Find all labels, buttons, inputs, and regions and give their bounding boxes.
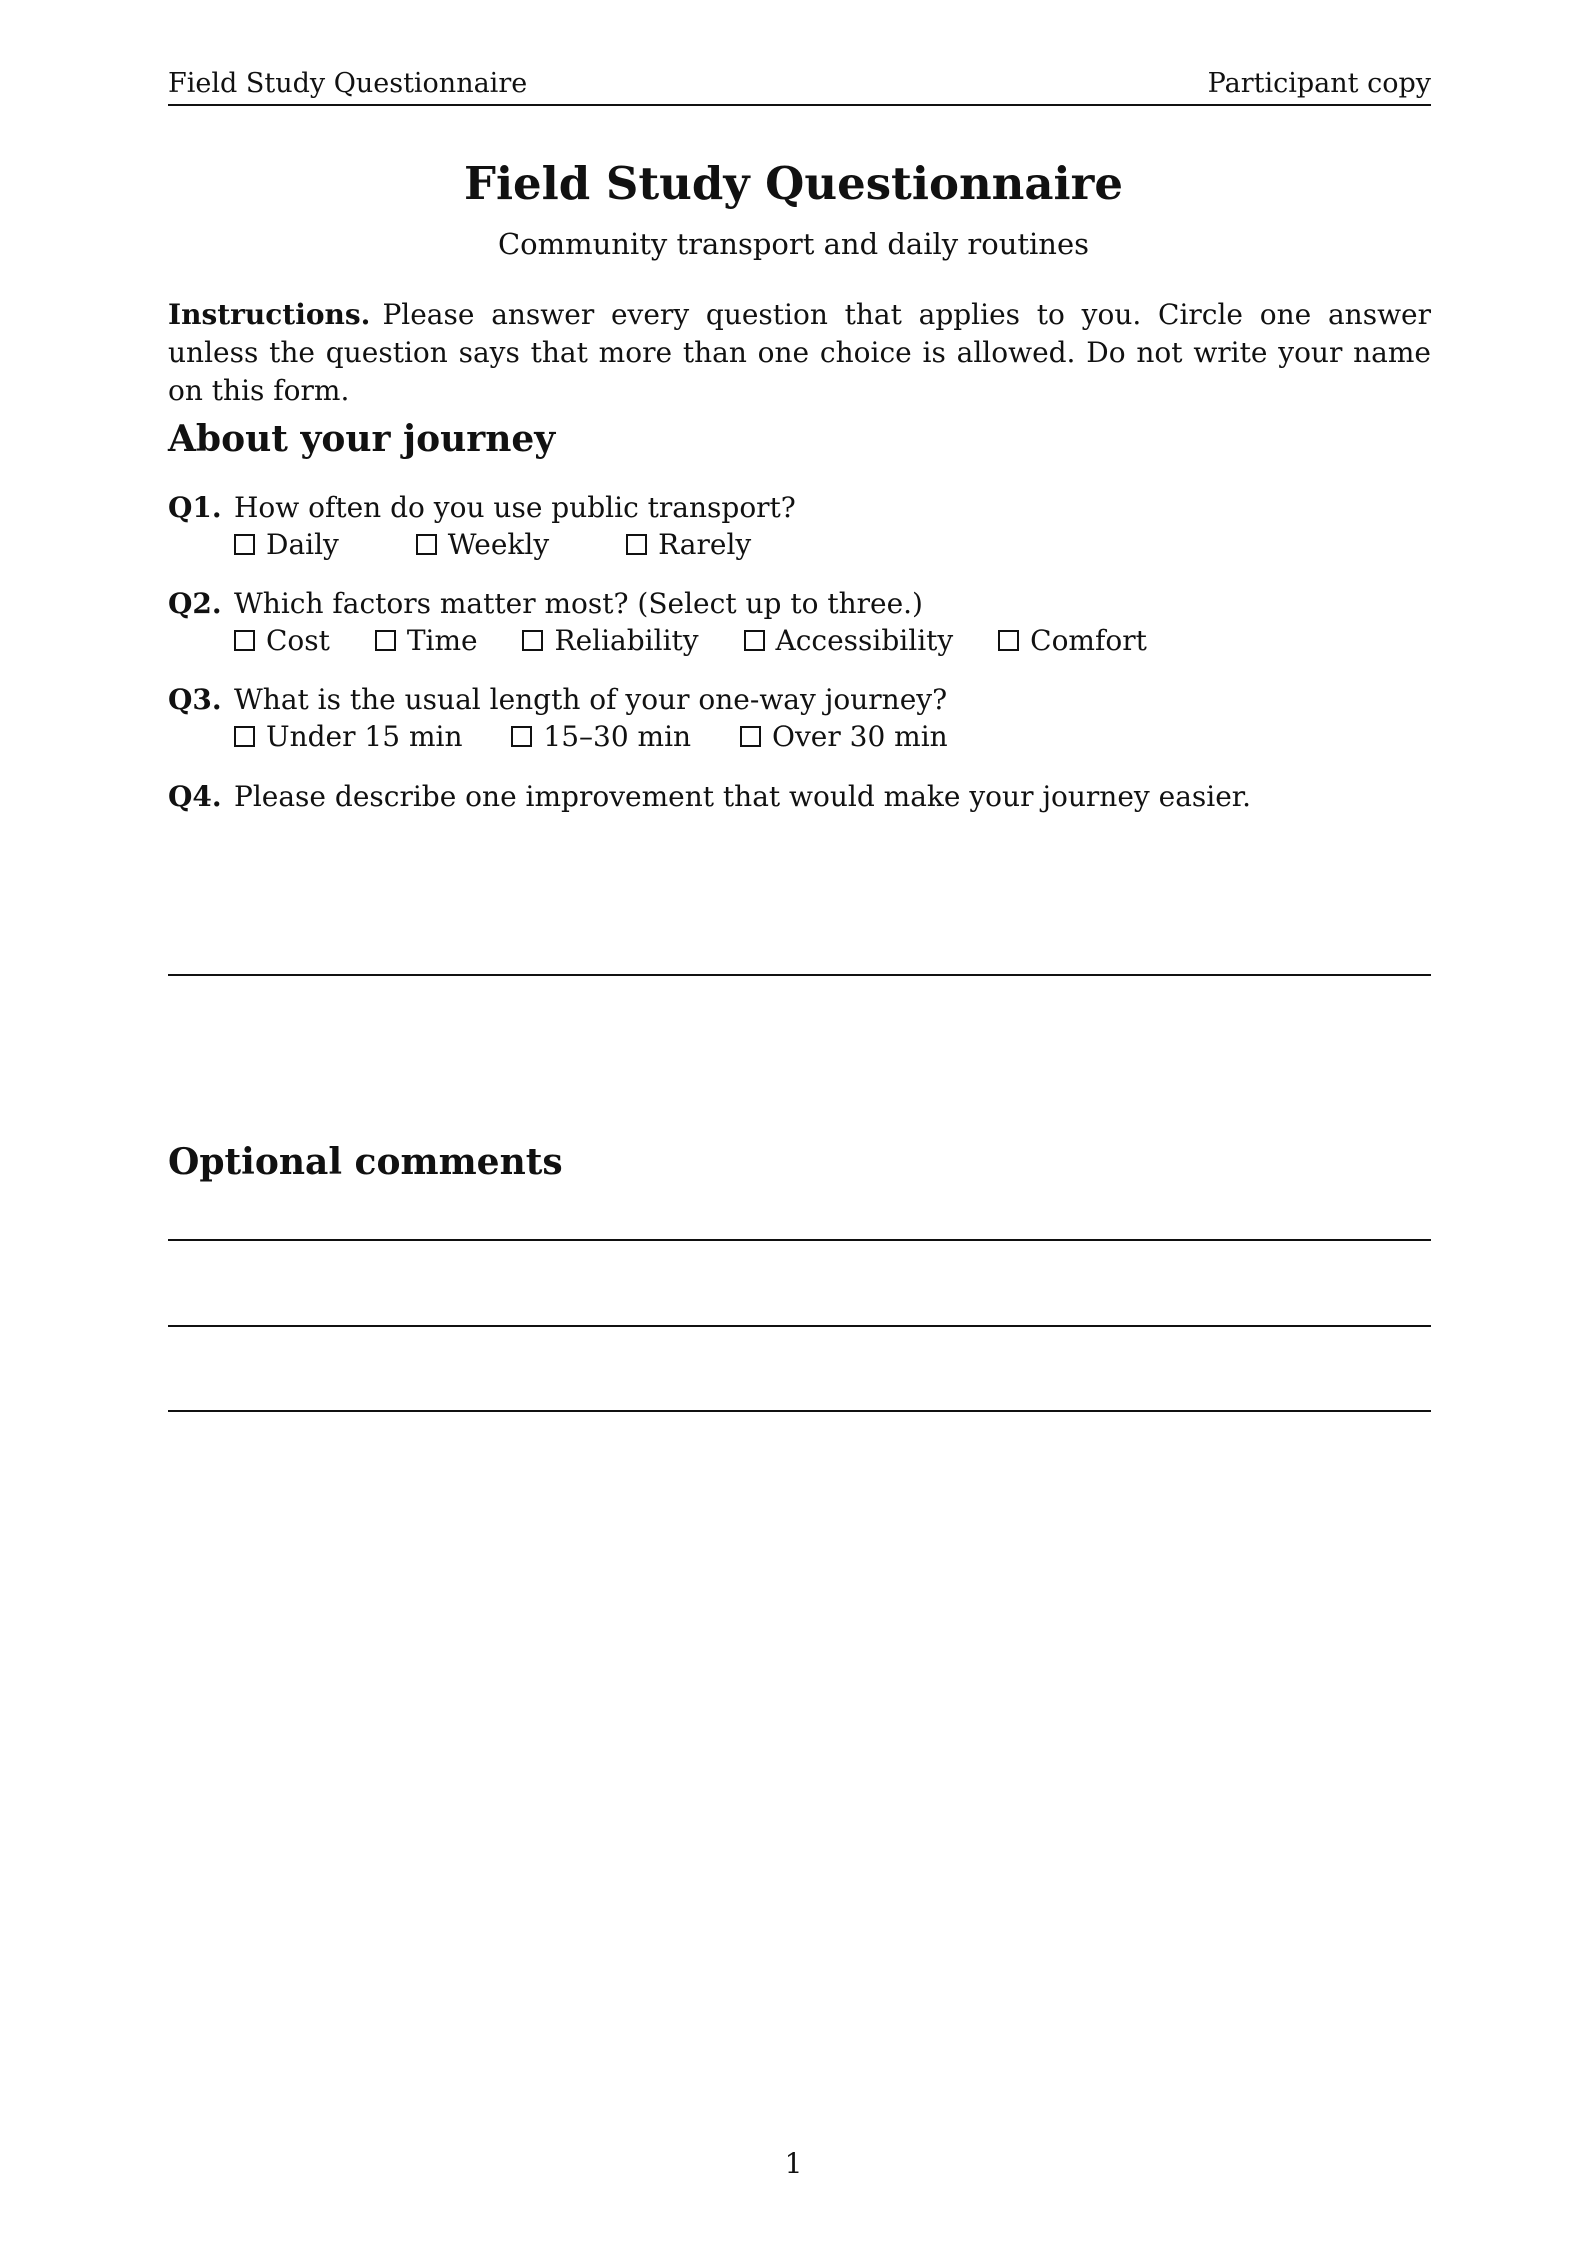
option-15-30[interactable]: [511, 719, 691, 755]
comment-line[interactable]: [168, 1410, 1431, 1412]
option-under-15[interactable]: [234, 719, 462, 755]
option-accessibility[interactable]: [744, 623, 954, 659]
option-reliability[interactable]: [522, 623, 698, 659]
option-rarely[interactable]: [626, 527, 751, 563]
option-label: Time: [406, 624, 478, 657]
header-left-title: Field Study Questionnaire: [168, 68, 528, 99]
answer-options: [234, 527, 787, 563]
checkbox-icon[interactable]: [626, 534, 647, 555]
checkbox-icon[interactable]: [511, 726, 532, 747]
page-title: Field Study Questionnaire: [464, 157, 1123, 210]
comment-line[interactable]: [168, 1325, 1431, 1327]
running-header: [168, 66, 1431, 106]
page-subtitle: Community transport and daily routines: [497, 227, 1090, 261]
option-weekly[interactable]: [416, 527, 549, 563]
checkbox-icon[interactable]: [234, 726, 255, 747]
option-label: Comfort: [1030, 624, 1147, 657]
option-over-30[interactable]: [740, 719, 948, 755]
option-label: Under 15 min: [266, 720, 463, 753]
section-heading-journey: About your journey: [168, 418, 556, 460]
checkbox-icon[interactable]: [522, 630, 543, 651]
option-label: Accessibility: [775, 624, 954, 657]
option-daily[interactable]: [234, 527, 339, 563]
option-label: Daily: [266, 528, 339, 561]
page-number: 1: [784, 2147, 803, 2180]
question-text: How often do you use public transport?: [234, 491, 796, 524]
option-cost[interactable]: [234, 623, 330, 659]
answer-options: [234, 719, 984, 755]
checkbox-icon[interactable]: [375, 630, 396, 651]
question-number: Q4.: [168, 780, 222, 813]
question-text: What is the usual length of your one-way journey?: [234, 683, 948, 716]
option-label: Over 30 min: [772, 720, 948, 753]
question-number: Q1.: [168, 491, 222, 524]
option-label: Weekly: [447, 528, 550, 561]
option-label: Cost: [266, 624, 330, 657]
instructions-label: Instructions.: [168, 298, 371, 331]
header-right-label: Participant copy: [1207, 68, 1431, 99]
option-label: 15–30 min: [543, 720, 692, 753]
instructions-text: Please answer every question that applies to you. Circle one answer unless the question says that more than one choice is allowed. Do not write your name on this form.: [168, 298, 1431, 407]
comment-line[interactable]: [168, 1239, 1431, 1241]
question-number: Q2.: [168, 587, 222, 620]
question-text: Please describe one improvement that would make your journey easier.: [234, 780, 1251, 813]
checkbox-icon[interactable]: [234, 534, 255, 555]
answer-line-q4[interactable]: [168, 974, 1431, 976]
option-label: Reliability: [554, 624, 699, 657]
section-heading-comments: Optional comments: [168, 1141, 563, 1183]
option-time[interactable]: [375, 623, 478, 659]
question-number: Q3.: [168, 683, 222, 716]
option-label: Rarely: [658, 528, 752, 561]
instructions-paragraph: [168, 296, 1431, 410]
checkbox-icon[interactable]: [234, 630, 255, 651]
question-text: Which factors matter most? (Select up to three.): [234, 587, 923, 620]
answer-options: [234, 623, 1183, 659]
checkbox-icon[interactable]: [998, 630, 1019, 651]
checkbox-icon[interactable]: [744, 630, 765, 651]
option-comfort[interactable]: [998, 623, 1147, 659]
checkbox-icon[interactable]: [740, 726, 761, 747]
checkbox-icon[interactable]: [416, 534, 437, 555]
